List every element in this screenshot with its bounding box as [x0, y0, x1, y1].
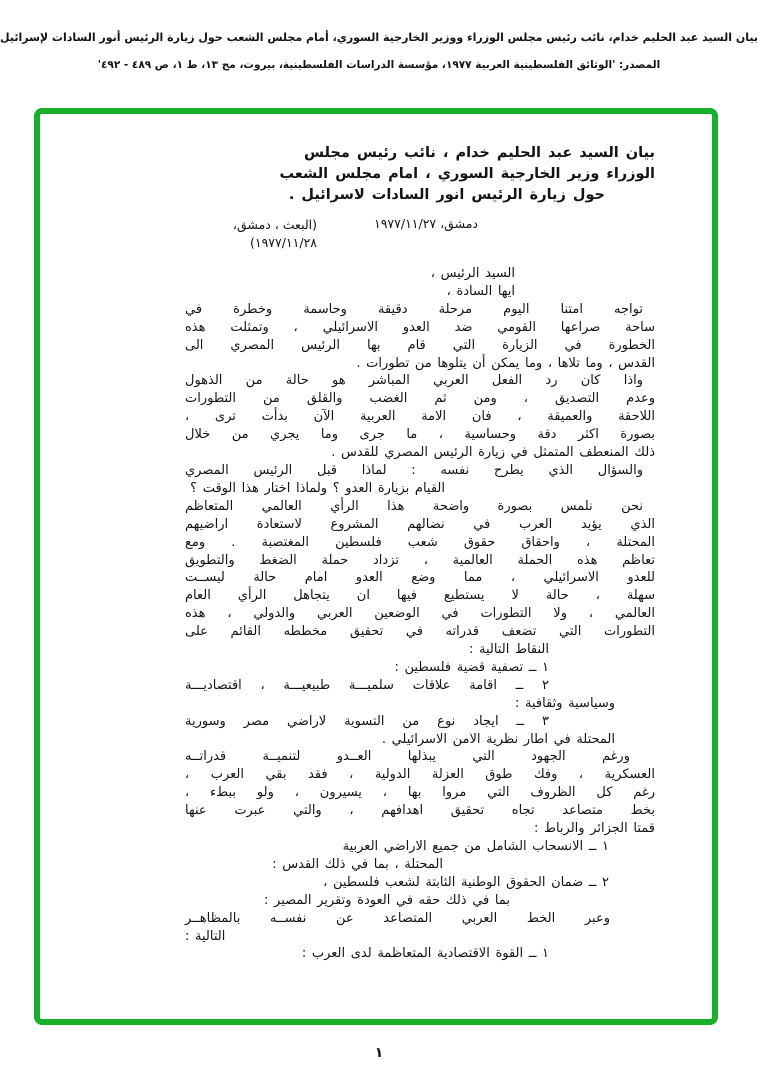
document-body — [185, 265, 655, 963]
body-line: ١ ــ القوة الاقتصادية المتعاظمة لدى العرب : — [301, 946, 549, 962]
body-line: ايها السادة ، — [446, 283, 515, 299]
body-line: ٢ ــ اقامة علاقات سلميـــة طبيعيـــة ، اقتصاديـــة — [185, 677, 549, 693]
document-column — [185, 114, 655, 963]
body-line: المحتلة في اطار نظرية الامن الاسرائيلي . — [381, 731, 615, 747]
title-line: الوزراء وزير الخارجية السوري ، امام مجلس الشعب — [279, 166, 655, 182]
body-line: رغم كل الظروف التي مروا بها ، يسيرون ، ولو ببطء ، — [185, 785, 655, 801]
body-line: التطورات التي تضعف قدراته في تحقيق مخططه القائم على — [185, 624, 655, 640]
body-line: تواجه امتنا اليوم مرحلة دقيقة وحاسمة وخطرة في — [185, 301, 643, 317]
body-line: الخطورة في الزيارة التي قام بها الرئيس المصري الى — [185, 337, 655, 353]
page-number: ١ — [374, 1045, 384, 1061]
body-line: ١ ــ تصفية قضية فلسطين : — [394, 659, 549, 675]
body-line: بصورة اكثر دقة وحساسية ، ما جرى وما يجري من خلال — [185, 427, 655, 443]
body-line: العسكرية ، وفك طوق العزلة الدولية ، فقد بقي العرب ، — [185, 767, 655, 783]
body-line: وعبر الخط العربي المتصاعد عن نفســه بالمظاهــر — [185, 910, 610, 926]
dateline — [185, 215, 655, 255]
document-title — [185, 143, 655, 206]
body-line: ١ ــ الانسحاب الشامل من جميع الاراضي العربية — [342, 839, 609, 854]
document-frame — [34, 108, 718, 1025]
body-line: ورغم الجهود التي يبذلها العــدو لتنميــة قدراتــه — [185, 749, 630, 765]
body-line: اللاحقة والعميقة ، فان الامة العربية الآن بدأت ترى ، — [185, 409, 655, 425]
header-source-line-1: بيان السيد عبد الحليم خدام، نائب رئيس مجلس الوزراء ووزير الخارجية السوري، أمام مجلس الشعب حول زيارة الرئيس أنور السادات لإسرائيل — [0, 31, 758, 44]
body-line: الذي يؤيد العرب في نضالهم المشروع لاستعادة اراضيهم — [185, 516, 655, 532]
body-line: وعدم التصديق ، ومن ثم الغضب والقلق من التطورات — [185, 391, 655, 407]
header-source-line-2: المصدر: 'الوثائق الفلسطينية العربية ١٩٧٧، مؤسسة الدراسات الفلسطينية، بيروت، مج ١٣، ط ١، ص ٤٨٩ - ٤٩٢' — [97, 59, 661, 71]
body-line: والسؤال الذي يطرح نفسه : لماذا قبل الرئيس المصري — [185, 462, 643, 478]
body-line: بخط متصاعد تجاه تحقيق اهدافهم ، والتي عبرت عنها — [185, 803, 655, 819]
date-city: دمشق، ١٩٧٧/١١/٢٧ — [374, 216, 478, 231]
body-line: العالمي ، ولا التطورات في الوضعين العربي والدولي ، هذه — [185, 606, 655, 622]
body-line: وسياسية وثقافية : — [514, 695, 615, 711]
date-publication: (البعث ، دمشق، ١٩٧٧/١١/٢٨) — [232, 217, 317, 250]
body-line: تعاظم هذه الحملة العالمية ، تزداد حملة الضغط والتطويق — [185, 552, 655, 568]
body-line: ٢ ــ ضمان الحقوق الوطنية الثابتة لشعب فلسطين ، — [323, 874, 609, 890]
body-line: المحتلة ، واحقاق حقوق شعب فلسطين المغتصبة . ومع — [185, 534, 655, 550]
title-line: حول زيارة الرئيس انور السادات لاسرائيل . — [288, 187, 605, 203]
body-line: النقاط التالية : — [468, 642, 549, 658]
body-line: للعدو الاسرائيلي ، مما وضع العدو امام حالة ليســت — [185, 570, 655, 586]
body-line: سهلة ، حالة لا يستطيع فيها ان يتجاهل الرأي العام — [185, 588, 655, 604]
body-line: القيام بزيارة العدو ؟ ولماذا اختار هذا الوقت ؟ — [190, 480, 445, 496]
body-line: نحن نلمس بصورة واضحة هذا الرأي العالمي المتعاظم — [185, 498, 643, 514]
body-line: ساحة صراعها القومي ضد العدو الاسرائيلي ، وتمثلت هذه — [185, 319, 655, 335]
body-line: القدس ، وما تلاها ، وما يمكن أن يتلوها من تطورات . — [356, 355, 655, 371]
body-line: المحتلة ، بما في ذلك القدس : — [272, 856, 443, 872]
title-line: بيان السيد عبد الحليم خدام ، نائب رئيس مجلس — [304, 145, 655, 161]
body-line: السيد الرئيس ، — [430, 266, 515, 281]
body-line: التالية : — [185, 928, 226, 944]
body-line: ذلك المنعطف المتمثل في زيارة الرئيس المصري للقدس . — [331, 445, 655, 461]
body-line: واذا كان رد الفعل العربي المباشر هو حالة من الذهول — [185, 373, 643, 389]
body-line: ٣ ــ ايجاد نوع من التسوية لاراضي مصر وسورية — [185, 713, 549, 729]
body-line: بما في ذلك حقه في العودة وتقرير المصير : — [264, 892, 510, 908]
body-line: قمتا الجزائر والرباط : — [533, 821, 655, 837]
